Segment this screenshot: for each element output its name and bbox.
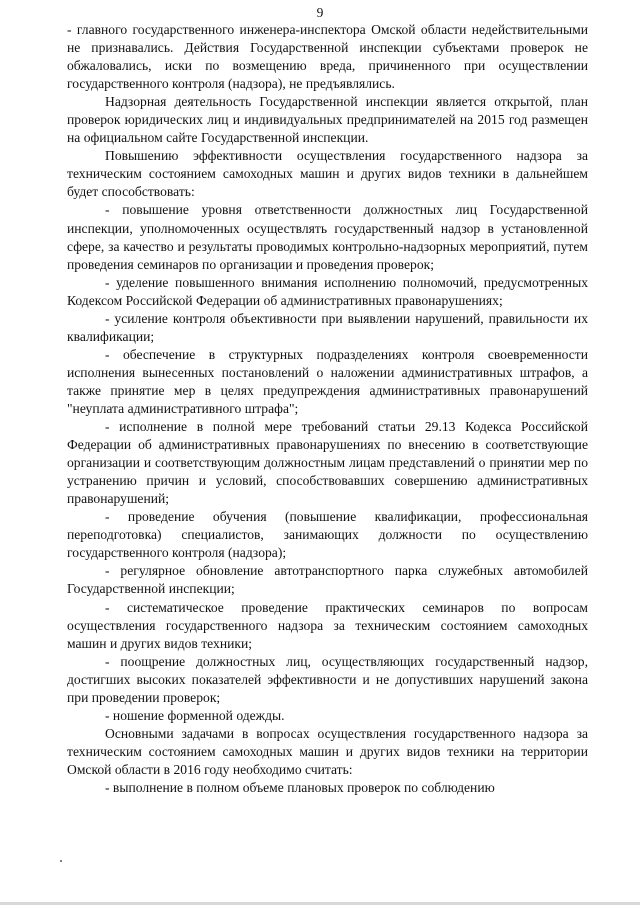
list-item: - ношение форменной одежды. <box>105 707 285 723</box>
page-number: 9 <box>316 5 324 20</box>
list-item: - регулярное обновление автотранспортного парка служебных автомобилей Государственной инспекции; <box>67 563 588 597</box>
list-item: - выполнение в полном объеме плановых проверок по соблюдению <box>105 779 495 795</box>
scan-speck <box>60 860 62 862</box>
paragraph-1: - главного государственного инженера-инспектора Омской области недействительными не признавались. Действия Государственной инспекции субъектами проверок не обжаловались, иски по возмещению вреда, причиненного при осуществлении государственного контроля (надзора), не предъявлялись. <box>67 22 588 92</box>
list-item: - проведение обучения (повышение квалификации, профессиональная переподготовка) специалистов, занимающих должности по осуществлению государственного контроля (надзора); <box>67 509 588 561</box>
list-item: - поощрение должностных лиц, осуществляющих государственный надзор, достигших высоких показателей эффективности и не допустивших нарушений закона при проведении проверок; <box>67 653 588 705</box>
list-item: - систематическое проведение практических семинаров по вопросам осуществления государственного надзора за техническим состоянием самоходных машин и других видов техники; <box>67 599 588 651</box>
document-body <box>67 21 588 797</box>
list-item: - обеспечение в структурных подразделениях контроля своевременности исполнения вынесенных постановлений о наложении административных штрафов, а также принятие мер в целях предупреждения административных правонарушений "неуплата административного штрафа"; <box>67 346 588 416</box>
list-item: - усиление контроля объективности при выявлении нарушений, правильности их квалификации; <box>67 310 588 344</box>
paragraph-3: Повышению эффективности осуществления государственного надзора за техническим состоянием самоходных машин и других видов техники в дальнейшем будет способствовать: <box>67 148 588 200</box>
paragraph-tasks: Основными задачами в вопросах осуществления государственного надзора за техническим состоянием самоходных машин и других видов техники на территории Омской области в 2016 году необходимо считать: <box>67 725 588 777</box>
paragraph-2: Надзорная деятельность Государственной инспекции является открытой, план проверок юридических лиц и индивидуальных предпринимателей на 2015 год размещен на официальном сайте Государственной инспекции. <box>67 94 588 146</box>
list-item: - исполнение в полной мере требований статьи 29.13 Кодекса Российской Федерации об административных правонарушениях по внесению в соответствующие организации и соответствующим должностным лицам представлений о принятии мер по устранению причин и условий, способствовавших совершению административных правонарушений; <box>67 419 588 507</box>
list-item: - повышение уровня ответственности должностных лиц Государственной инспекции, уполномоченных осуществлять государственный надзор в установленной сфере, за качество и результаты проводимых контрольно-надзорных мероприятий, путем проведения семинаров по организации и проведения проверок; <box>67 202 588 272</box>
list-item: - уделение повышенного внимания исполнению полномочий, предусмотренных Кодексом Российской Федерации об административных правонарушениях; <box>67 274 588 308</box>
